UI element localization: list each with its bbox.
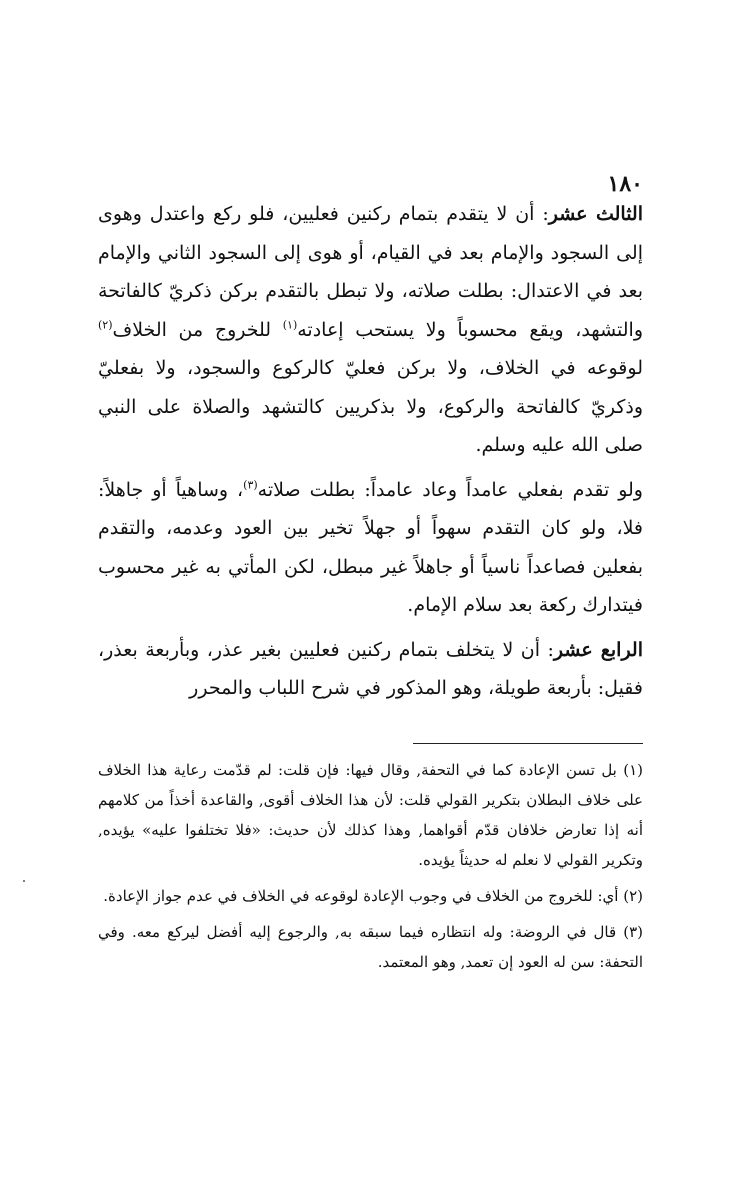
footnote-2: (٢) أي: للخروج من الخلاف في وجوب الإعادة لوقوعه في الخلاف في عدم جواز الإعادة.: [103, 887, 643, 905]
heading-fourteenth: الرابع عشر: [553, 638, 643, 661]
paragraph-text: ولو تقدم بفعلي عامداً وعاد عامداً: بطلت صلاته: [257, 478, 643, 501]
footnote-1: (١) بل تسن الإعادة كما في التحفة, وقال فيها: فإن قلت: لم قدّمت رعاية هذا الخلاف على خلاف البطلان بتكرير القولي قلت: لأن هذا الخلاف أقوى, والقاعدة أخذاً من كلامهم أنه إذا تعارض خلافان قدّم أقواهما, وهذا كذلك لأن حديث: «فلا تختلفوا عليه» يؤيده, وتكرير القولي لا نعلم له حديثاً يؤيده.: [98, 761, 643, 869]
paragraph-text: لوقوعه في الخلاف، ولا بركن فعليّ كالركوع والسجود، ولا بفعليّ وذكريّ كالفاتحة والركوع، ولا بذكريين كالتشهد والصلاة على النبي صلى الله عليه وسلم.: [98, 357, 643, 456]
paragraph-text: : أن لا يتقدم بتمام ركنين فعليين، فلو ركع واعتدل وهوى إلى السجود والإمام بعد في القيام، أو هوى إلى السجود الثاني والإمام بعد في الاعتدال: بطلت صلاته، ولا تبطل بالتقدم بركن ذكريّ كالفاتحة والتشهد، ويقع محسوباً ولا يستحب إعادته: [98, 203, 643, 341]
footnote-3: (٣) قال في الروضة: وله انتظاره فيما سبقه به, والرجوع إليه أفضل ليركع معه. وفي التحفة: سن له العود إن تعمد, وهو المعتمد.: [98, 923, 643, 971]
margin-speck: [23, 880, 25, 882]
footnote-mark-2[interactable]: (٢): [98, 318, 113, 332]
page-number: ١٨٠: [607, 171, 643, 197]
footnote-divider: [413, 743, 643, 744]
paragraph-fourteenth: [98, 631, 643, 708]
footnote-mark-1[interactable]: (١): [282, 318, 298, 332]
paragraph-thirteenth: [98, 195, 643, 465]
paragraph-text: للخروج من الخلاف: [112, 318, 283, 341]
footnotes: [98, 755, 643, 983]
main-text: [98, 195, 643, 714]
heading-thirteenth: الثالث عشر: [548, 203, 644, 225]
paragraph-text: : أن لا يتخلف بتمام ركنين فعليين بغير عذر، وبأربعة بعذر، فقيل: بأربعة طويلة، وهو المذكور في شرح اللباب والمحرر: [98, 638, 643, 699]
paragraph-advance: [98, 471, 643, 625]
paragraph-text: ، وساهياً أو جاهلاً: فلا، ولو كان التقدم سهواً أو جهلاً تخير بين العود وعدمه، والتقدم بفعلين فصاعداً ناسياً أو جاهلاً غير مبطل، لكن المأتي به غير محسوب فيتدارك ركعة بعد سلام الإمام.: [98, 478, 643, 616]
footnote-mark-3[interactable]: (٣): [243, 478, 258, 492]
